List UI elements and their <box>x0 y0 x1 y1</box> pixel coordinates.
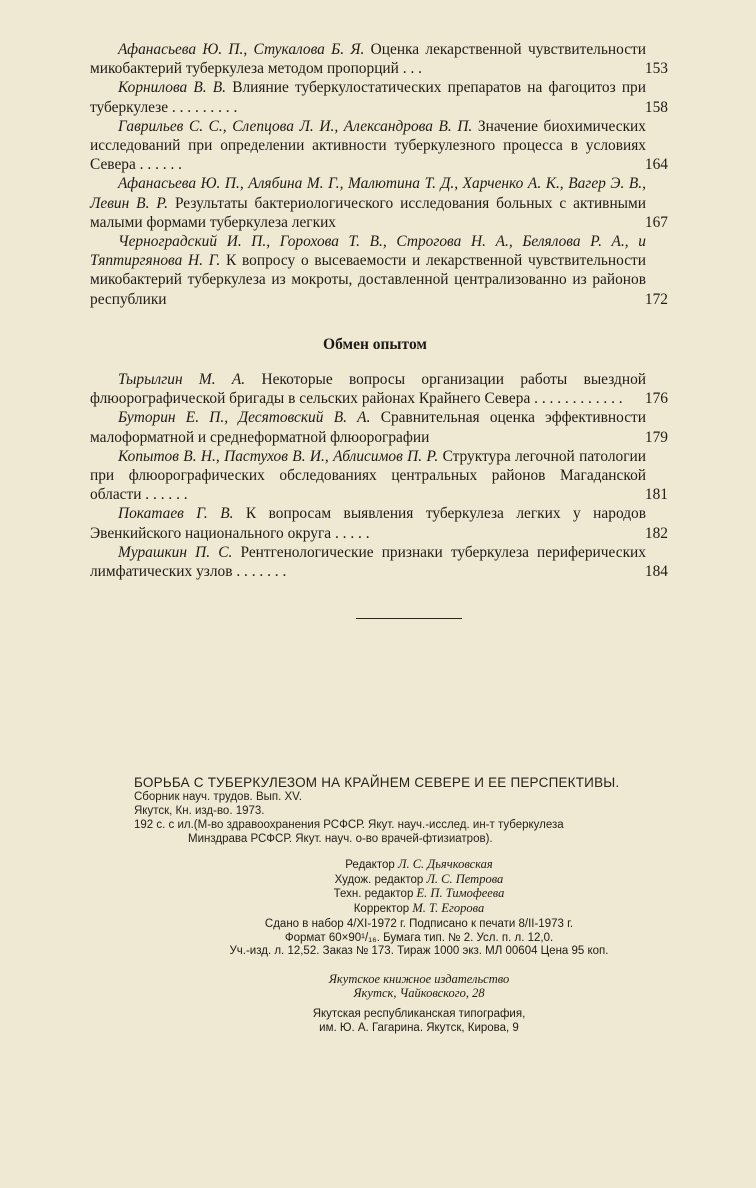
printer-info <box>134 1008 704 1035</box>
toc-entry-title: Некоторые вопросы организации работы выездной флюорографической бригады в сельских районах Крайнего Севера <box>90 371 646 408</box>
toc-entry-page: 182 <box>644 524 668 542</box>
printer-address: им. Ю. А. Гагарина. Якутск, Кирова, 9 <box>319 1021 519 1034</box>
toc-entry-authors: Афанасьева Ю. П., Алябина М. Г., Малютина Т. Д., Харченко А. К., Вагер Э. В., Левин В. Р. <box>90 175 646 212</box>
toc-entry <box>90 232 668 309</box>
toc-entry-title: Рентгенологические признаки туберкулеза периферических лимфатических узлов <box>90 543 646 581</box>
toc-entry-page: 158 <box>644 98 668 116</box>
toc-entry-authors: Буторин Е. П., Десятовский В. А. <box>118 409 371 427</box>
toc-entry: Копытов В. Н., Пастухов В. И., Аблисимов П. Р. Структура легочной патологии при флюорографических обследованиях центральных районов Магаданской области . . . . . . 181 <box>90 447 668 504</box>
bibliographic-imprint <box>134 776 704 846</box>
toc-entry-title: К вопросу о высеваемости и лекарственной чувствительности микобактерий туберкулеза из мокроты, доставленной централизованно из районов республики <box>90 252 646 308</box>
toc-entry-title: К вопросам выявления туберкулеза легких у народов Эвенкийского национального округа <box>90 505 646 542</box>
toc-research-section <box>90 40 668 309</box>
toc-entry-title: Значение биохимических исследований при определении активности туберкулезного процесса в условиях Севера <box>90 117 646 174</box>
toc-entry <box>90 174 668 232</box>
credit-label: Техн. редактор <box>333 888 414 901</box>
toc-entry-page: 176 <box>644 390 668 408</box>
production-print-run: Уч.-изд. л. 12,52. Заказ № 173. Тираж 1000 экз. МЛ 00604 Цена 95 коп. <box>229 945 609 958</box>
credit-label: Корректор <box>353 902 410 915</box>
toc-entry-title: Влияние туберкулостатических препаратов на фагоцитоз при туберкулезе <box>90 79 646 116</box>
toc-entry: Афанасьева Ю. П., Стукалова Б. Я. Оценка лекарственной чувствительности микобактерий туберкулеза методом пропорций . . . 153 <box>90 41 668 78</box>
toc-entry-title: Сравнительная оценка эффективности малоформатной и среднеформатной флюорографии <box>90 409 646 446</box>
toc-entry-page: 184 <box>644 563 668 581</box>
production-dates: Сдано в набор 4/XI-1972 г. Подписано к печати 8/II-1973 г. <box>264 918 574 930</box>
credit-name: Е. П. Тимофеева <box>416 886 505 901</box>
toc-entry-page: 179 <box>644 428 668 446</box>
separator-rule <box>356 618 462 619</box>
toc-entry: Мурашкин П. С. Рентгенологические признаки туберкулеза периферических лимфатических узлов . . . . . . . 184 <box>90 543 668 581</box>
publisher-address: Якутск, Чайковского, 28 <box>353 986 485 1000</box>
toc-entry-page: 172 <box>644 290 668 308</box>
toc-entry <box>90 408 668 446</box>
toc-entry-title: Результаты бактериологического исследования больных с активными малыми формами туберкулеза легких <box>90 194 646 231</box>
toc-entry-authors: Гаврильев С. С., Слепцова Л. И., Александрова В. П. <box>118 117 473 135</box>
toc-entry: Тырылгин М. А. Некоторые вопросы организации работы выездной флюорографической бригады в сельских районах Крайнего Севера . . . . . . . . . . . . 176 <box>90 371 668 408</box>
toc-entry-authors: Черноградский И. П., Горохова Т. В., Строгова Н. А., Белялова Р. А., и Тяптиргянова Н. Г. <box>90 233 646 270</box>
publisher-info <box>134 972 704 1000</box>
editorial-credits <box>134 858 704 916</box>
publisher-name: Якутское книжное издательство <box>328 972 510 986</box>
credit-line <box>134 902 704 917</box>
section-title: Обмен опытом <box>323 336 427 353</box>
toc-entry-authors: Тырылгин М. А. <box>118 371 246 388</box>
toc-entry: Корнилова В. В. Влияние туберкулостатических препаратов на фагоцитоз при туберкулезе . . . . . . . . . 158 <box>90 79 668 116</box>
credit-line <box>134 873 704 888</box>
toc-entry-authors: Корнилова В. В. <box>118 79 227 97</box>
imprint-series: Сборник науч. трудов. Вып. XV. <box>134 791 302 803</box>
credit-label: Редактор <box>345 859 395 871</box>
imprint-pages-note-cont: Минздрава РСФСР. Якут. науч. о-во врачей-фтизиатров). <box>188 833 493 845</box>
imprint-publication: Якутск, Кн. изд-во. 1973. <box>134 805 265 817</box>
toc-entry: Покатаев Г. В. К вопросам выявления туберкулеза легких у народов Эвенкийского национального округа . . . . . 182 <box>90 505 668 542</box>
toc-entry: Гаврильев С. С., Слепцова Л. И., Александрова В. П. Значение биохимических исследований при определении активности туберкулезного процесса в условиях Севера . . . . . . 164 <box>90 117 668 174</box>
toc-entry-page: 181 <box>644 486 668 504</box>
credit-label: Худож. редактор <box>334 873 424 886</box>
credit-line <box>134 858 704 873</box>
toc-experience-section <box>90 370 668 581</box>
toc-entry-authors: Покатаев Г. В. <box>118 505 234 523</box>
production-format: Формат 60×90¹/₁₆. Бумага тип. № 2. Усл. п. л. 12,0. <box>284 931 554 944</box>
toc-entry-page: 153 <box>644 60 668 78</box>
imprint-pages-note: 192 с. с ил.(М-во здравоохранения РСФСР. Якут. науч.-исслед. ин-т туберкулеза <box>134 819 564 831</box>
toc-entry-page: 167 <box>644 213 668 231</box>
printer-name: Якутская республиканская типография, <box>312 1008 526 1020</box>
toc-entry-authors: Афанасьева Ю. П., Стукалова Б. Я. <box>118 41 365 58</box>
toc-entry-authors: Мурашкин П. С. <box>118 543 233 561</box>
credit-name: Л. С. Дьячковская <box>397 857 493 871</box>
credit-line <box>134 887 704 902</box>
credit-name: М. Т. Егорова <box>412 900 485 915</box>
imprint-title: БОРЬБА С ТУБЕРКУЛЕЗОМ НА КРАЙНЕМ СЕВЕРЕ И ЕЕ ПЕРСПЕКТИВЫ. <box>134 775 620 790</box>
toc-entry-title: Структура легочной патологии при флюорографических обследованиях центральных районов Магаданской области <box>90 447 646 504</box>
production-details <box>134 918 704 959</box>
credit-name: Л. С. Петрова <box>426 871 504 886</box>
toc-entry-title: Оценка лекарственной чувствительности микобактерий туберкулеза методом пропорций <box>90 41 646 78</box>
toc-entry-authors: Копытов В. Н., Пастухов В. И., Аблисимов П. Р. <box>118 447 439 465</box>
toc-entry-page: 164 <box>644 156 668 174</box>
